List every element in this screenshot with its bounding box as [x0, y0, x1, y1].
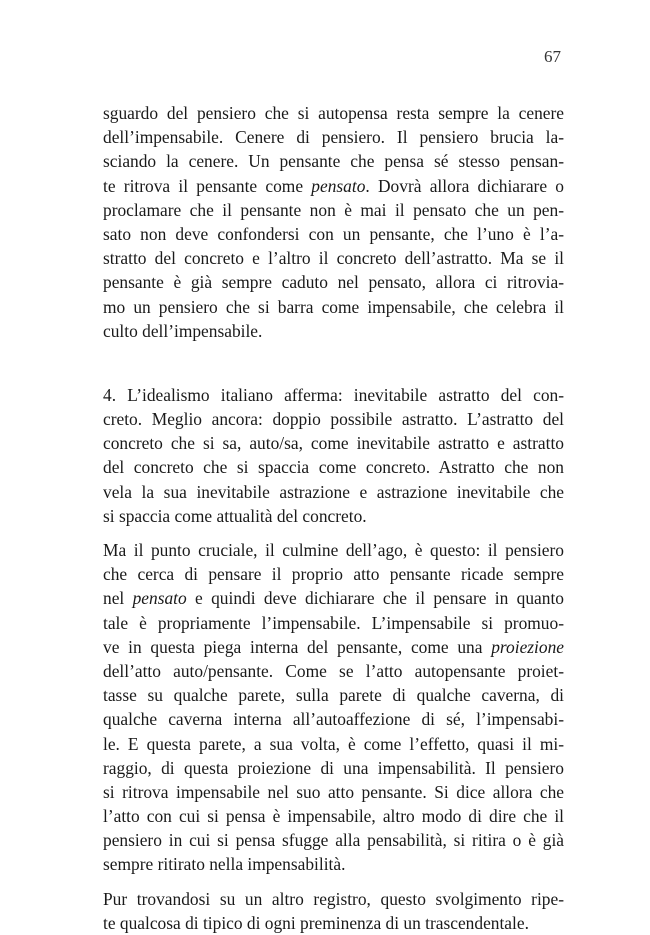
text-segment: raggio, di questa proiezione di una impensabilità. Il pensiero	[103, 757, 564, 778]
text-segment: dell’impensabile. Cenere di pensiero. Il pensiero brucia la-	[103, 127, 564, 148]
text-segment: 4. L’idealismo italiano afferma: inevitabile astratto del con-	[103, 384, 564, 405]
text-line	[103, 683, 564, 707]
text-segment: mo un pensiero che si barra come impensabile, che celebra il	[103, 296, 564, 317]
text-line	[103, 828, 564, 852]
text-segment: che cerca di pensare il proprio atto pensante ricade sempre	[103, 564, 564, 585]
text-line	[103, 295, 564, 319]
text-line	[103, 887, 564, 911]
text-line	[103, 222, 564, 246]
text-segment: . Dovrà allora dichiarare o	[365, 175, 564, 196]
text-line	[103, 174, 564, 198]
section-gap	[103, 343, 564, 383]
text-segment: sempre ritirato nella impensabilità.	[103, 854, 346, 875]
text-line	[103, 538, 564, 562]
text-segment: dell’atto auto/pensante. Come se l’atto autopensante proiet-	[103, 660, 564, 681]
text-segment: vela la sua inevitabile astrazione e astrazione inevitabile che	[103, 481, 564, 502]
text-line	[103, 804, 564, 828]
text-line	[103, 246, 564, 270]
text-line	[103, 635, 564, 659]
text-line	[103, 852, 564, 876]
text-line	[103, 659, 564, 683]
text-line	[103, 407, 564, 431]
text-segment: te qualcosa di tipico di ogni preminenza di un trascendentale.	[103, 912, 529, 933]
text-segment: sato non deve confondersi con un pensante, che l’uno è l’a-	[103, 223, 564, 244]
text-segment: culto dell’impensabile.	[103, 320, 263, 341]
text-line	[103, 383, 564, 407]
text-line	[103, 149, 564, 173]
text-segment: proclamare che il pensante non è mai il pensato che un pen-	[103, 199, 564, 220]
page-number: 67	[544, 47, 561, 66]
text-segment: Ma il punto cruciale, il culmine dell’ago, è questo: il pensiero	[103, 540, 564, 560]
page-body	[103, 101, 564, 935]
text-line	[103, 270, 564, 294]
text-line	[103, 756, 564, 780]
text-segment: si ritrova impensabile nel suo atto pensante. Si dice allora che	[103, 781, 564, 802]
text-segment: pensiero in cui si pensa sfugge alla pensabilità, si ritira o è già	[103, 830, 564, 851]
text-segment: e quindi deve dichiarare che il pensare in quanto	[186, 588, 564, 609]
text-segment: creto. Meglio ancora: doppio possibile astratto. L’astratto del	[103, 409, 564, 430]
text-segment: concreto che si sa, auto/sa, come inevitabile astratto e astratto	[103, 433, 564, 454]
text-segment: te ritrova il pensante come	[103, 175, 312, 196]
text-line	[103, 455, 564, 479]
text-line	[103, 431, 564, 455]
paragraph-gap	[103, 877, 564, 887]
text-segment: si spaccia come attualità del concreto.	[103, 505, 367, 526]
text-line	[103, 198, 564, 222]
paragraph	[103, 538, 564, 877]
text-segment: stratto del concreto e l’altro il concreto dell’astratto. Ma se il	[103, 248, 564, 269]
text-line	[103, 732, 564, 756]
text-segment: tasse su qualche parete, sulla parete di qualche caverna, di	[103, 685, 564, 706]
text-line	[103, 504, 564, 528]
text-segment: l’atto con cui si pensa è impensabile, altro modo di dire che il	[103, 806, 564, 827]
text-segment: sciando la cenere. Un pensante che pensa sé stesso pensan-	[103, 151, 564, 172]
text-segment: nel	[103, 588, 133, 609]
text-line	[103, 586, 564, 610]
italic-word: pensato	[132, 588, 187, 609]
text-segment: tale è propriamente l’impensabile. L’impensabile si promuo-	[103, 612, 564, 633]
text-line	[103, 125, 564, 149]
text-segment: sguardo del pensiero che si autopensa resta sempre la cenere	[103, 103, 564, 123]
text-segment: qualche caverna interna all’autoaffezione di sé, l’impensabi-	[103, 709, 564, 730]
paragraph	[103, 383, 564, 528]
text-segment: le. E questa parete, a sua volta, è come l’effetto, quasi il mi-	[103, 733, 564, 754]
text-line	[103, 780, 564, 804]
paragraph	[103, 887, 564, 935]
paragraph	[103, 101, 564, 343]
text-segment: ve in questa piega interna del pensante, come una	[103, 636, 492, 657]
italic-word: proiezione	[491, 636, 564, 657]
text-line	[103, 562, 564, 586]
italic-word: pensato	[311, 175, 366, 196]
text-line	[103, 101, 564, 125]
text-line	[103, 319, 564, 343]
text-line	[103, 480, 564, 504]
text-line	[103, 707, 564, 731]
text-segment: pensante è già sempre caduto nel pensato, allora ci ritrovia-	[103, 272, 564, 293]
text-line	[103, 611, 564, 635]
text-line	[103, 911, 564, 935]
paragraph-gap	[103, 528, 564, 538]
text-segment: Pur trovandosi su un altro registro, questo svolgimento ripe-	[103, 888, 564, 909]
text-segment: del concreto che si spaccia come concreto. Astratto che non	[103, 457, 564, 478]
